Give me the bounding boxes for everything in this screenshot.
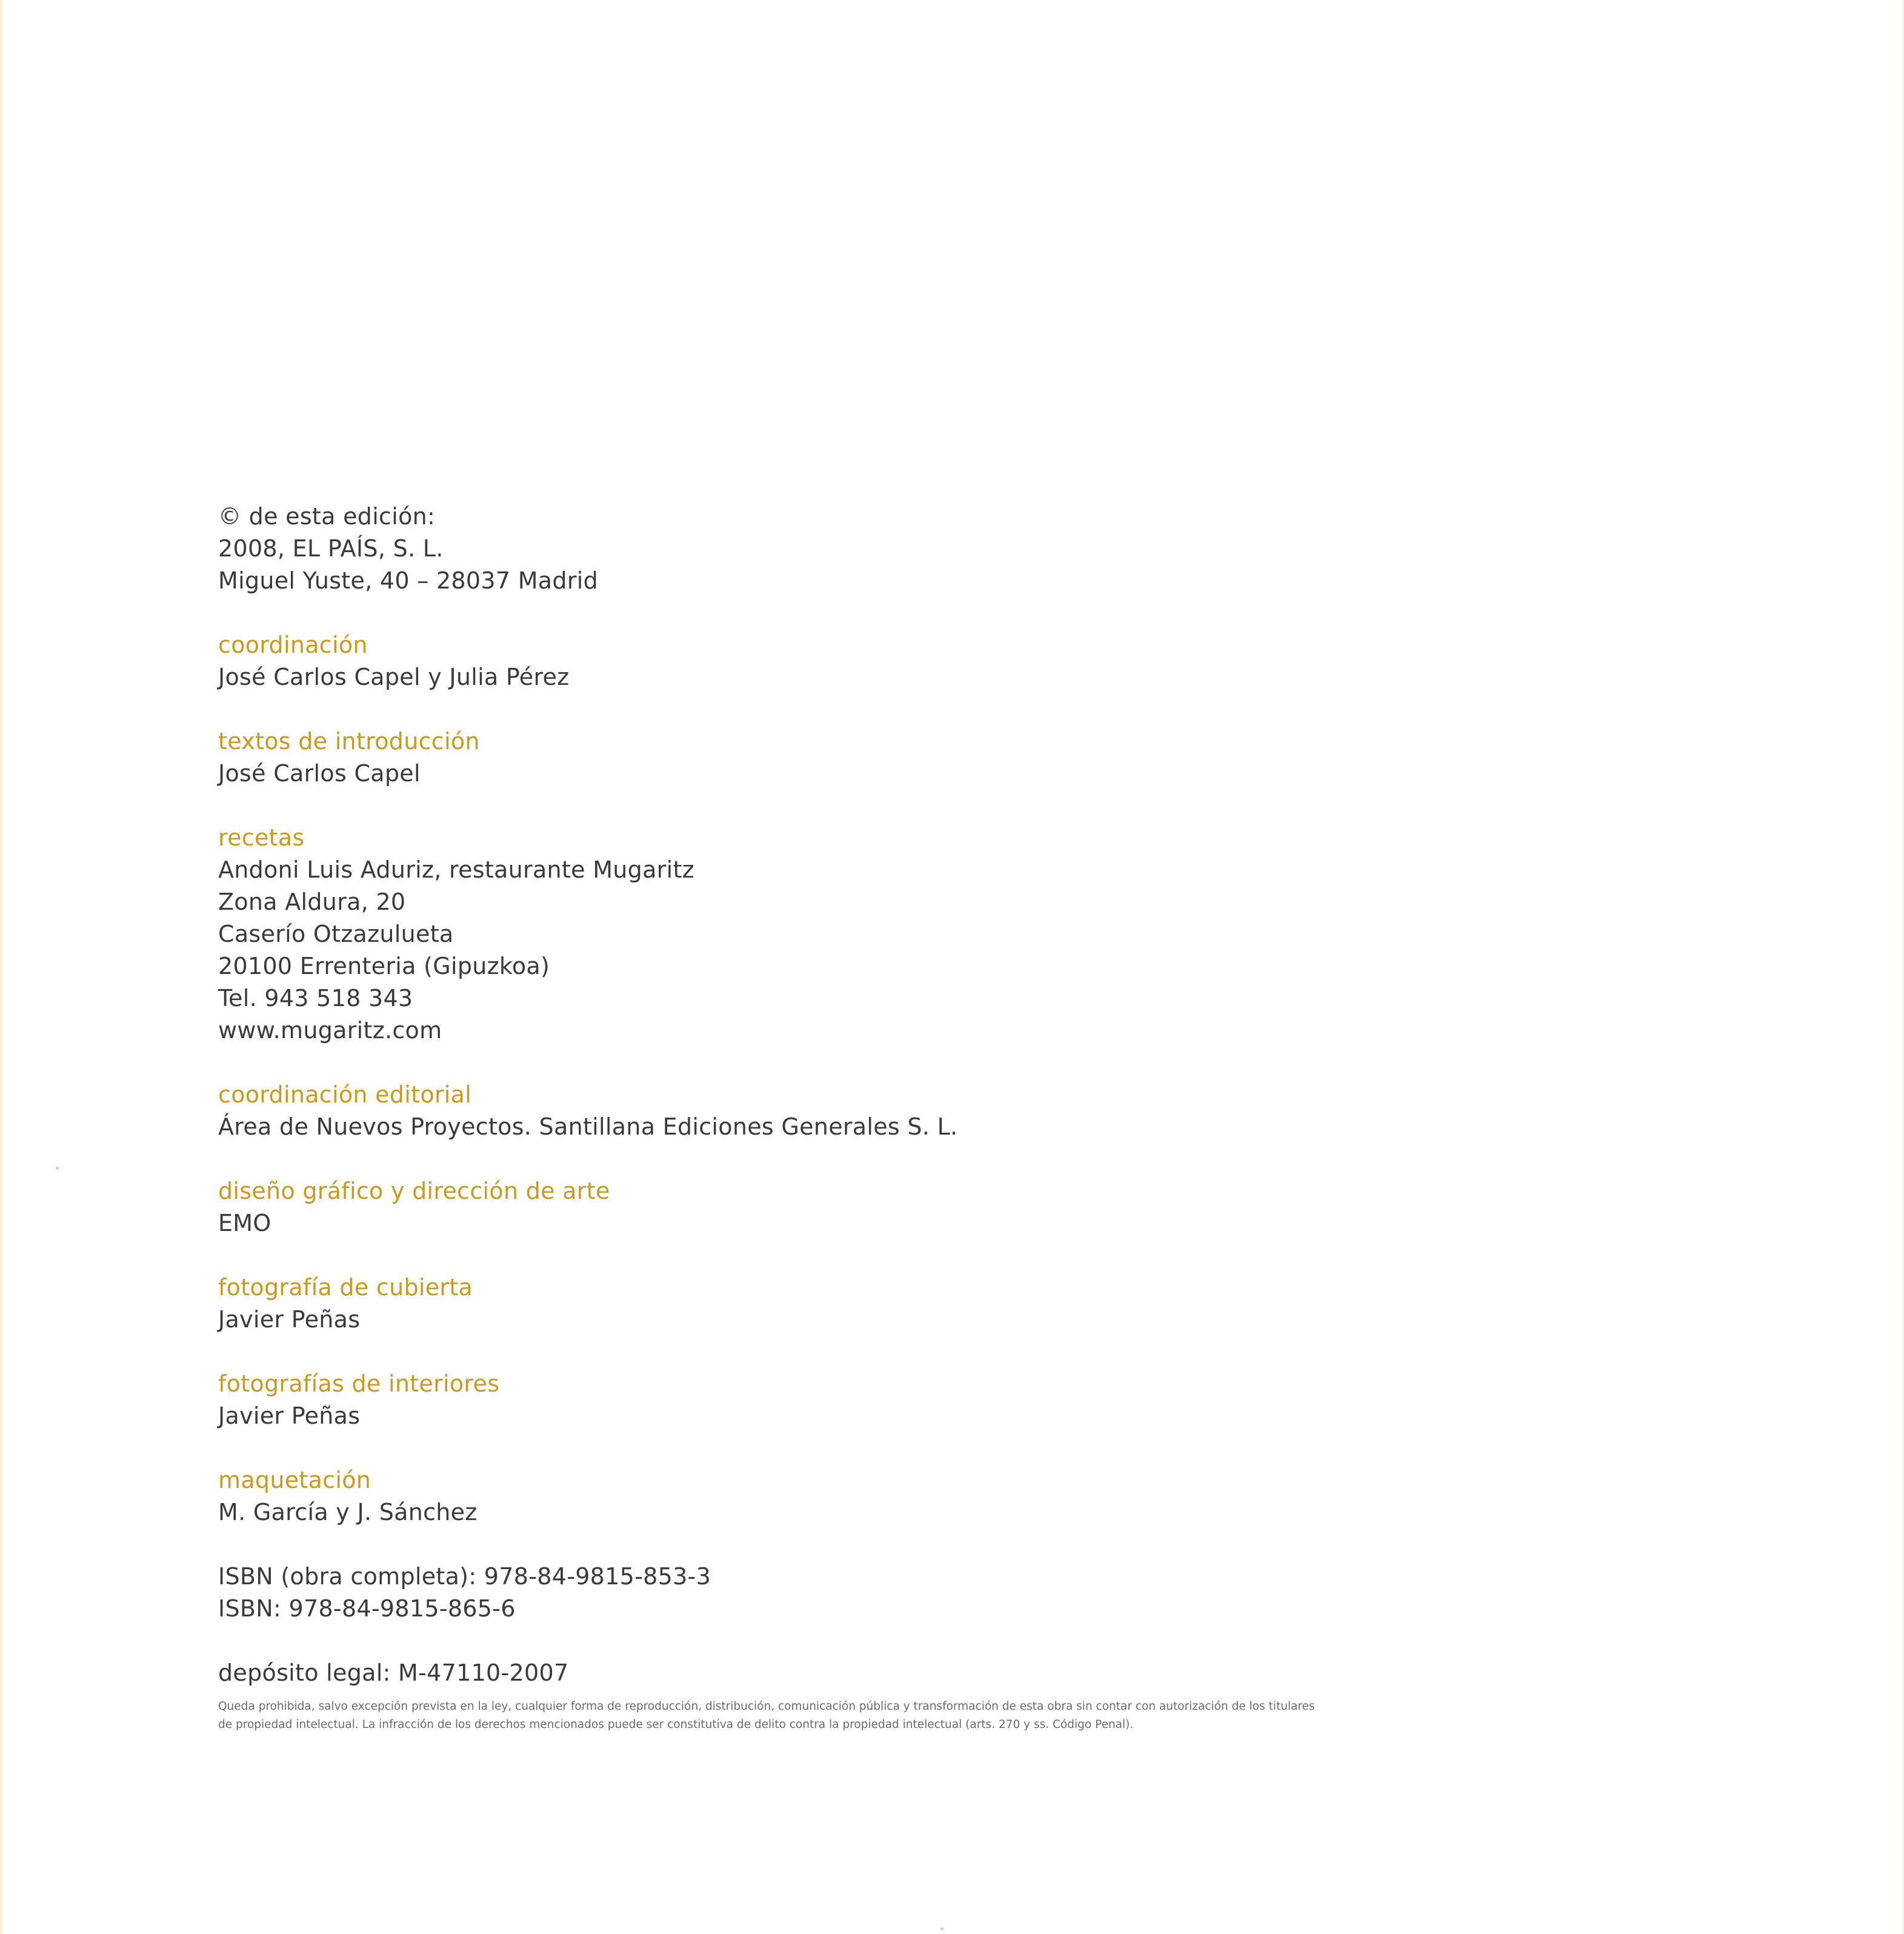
credit-heading: coordinación editorial [218,1081,472,1108]
credit-block-coordinacion-editorial [218,1079,1733,1143]
credit-line: José Carlos Capel y Julia Pérez [218,664,570,690]
credit-heading: recetas [218,824,305,851]
credit-line: EMO [218,1210,271,1236]
credit-website: www.mugaritz.com [218,1017,442,1044]
credit-line: Tel. 943 518 343 [218,985,413,1012]
credit-line: Área de Nuevos Proyectos. Santillana Ediciones Generales S. L. [218,1113,958,1140]
isbn-block [218,1561,1733,1625]
credit-line: Javier Peñas [218,1402,361,1429]
credits-column [218,501,1733,1734]
copyright-block [218,501,1733,597]
deposito-block [218,1657,1733,1689]
copyright-line: Miguel Yuste, 40 – 28037 Madrid [218,567,599,594]
credit-line: José Carlos Capel [218,760,421,787]
legal-notice [218,1698,1697,1734]
credit-heading: coordinación [218,632,368,658]
credit-block-textos [218,725,1733,790]
credit-line: 20100 Errenteria (Gipuzkoa) [218,953,550,979]
credit-heading: maquetación [218,1467,371,1493]
legal-notice-line: de propiedad intelectual. La infracción de los derechos mencionados puede ser constitutiva de delito contra la propiedad intelectual (arts. 270 y ss. Código Penal). [218,1718,1134,1731]
credit-line: M. García y J. Sánchez [218,1499,478,1526]
isbn-line: ISBN: 978-84-9815-865-6 [218,1595,516,1622]
scan-speck [56,1167,59,1170]
credit-block-diseno [218,1175,1733,1239]
copyright-line: 2008, EL PAÍS, S. L. [218,535,444,562]
legal-notice-line: Queda prohibida, salvo excepción prevista en la ley, cualquier forma de reproducción, distribución, comunicación pública y transformación de esta obra sin contar con autorización de los titulares [218,1700,1315,1713]
credit-line: Caserío Otzazulueta [218,921,454,947]
credit-line: Zona Aldura, 20 [218,889,406,915]
page-edge-left [0,0,4,1934]
page-edge-right [1901,0,1904,1934]
credit-block-maquetacion [218,1464,1733,1529]
deposito-legal-line: depósito legal: M-47110-2007 [218,1659,569,1686]
credit-block-coordinacion [218,629,1733,693]
isbn-line: ISBN (obra completa): 978-84-9815-853-3 [218,1563,711,1590]
credit-line: Javier Peñas [218,1306,361,1333]
credit-block-fotografia-cubierta [218,1272,1733,1336]
credit-heading: fotografía de cubierta [218,1274,473,1301]
scan-speck [940,1927,944,1930]
credit-heading: diseño gráfico y dirección de arte [218,1178,610,1204]
credit-heading: fotografías de interiores [218,1370,500,1397]
credit-block-fotografias-interiores [218,1368,1733,1432]
copyright-line: © de esta edición: [218,503,436,530]
credit-block-recetas [218,822,1733,1047]
credit-line: Andoni Luis Aduriz, restaurante Mugaritz [218,856,694,883]
credit-heading: textos de introducción [218,728,480,755]
